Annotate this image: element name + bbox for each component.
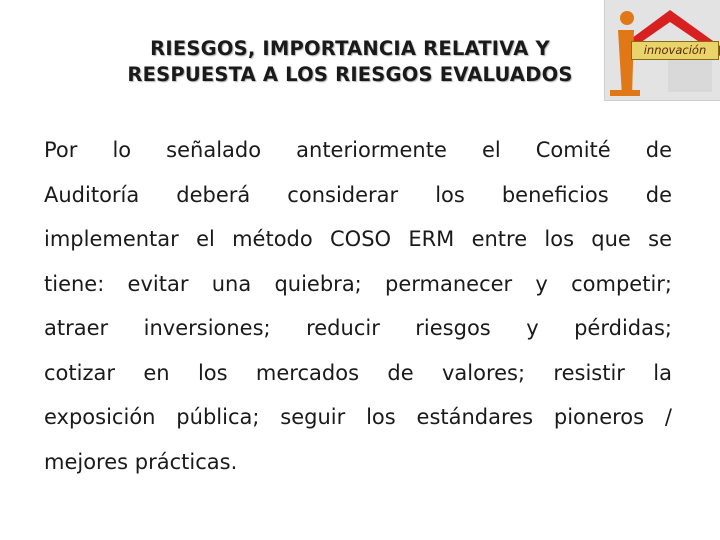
slide-title-line-1: RIESGOS, IMPORTANCIA RELATIVA Y (150, 37, 550, 60)
body-line-6: cotizar en los mercados de valores; resistir la (44, 360, 672, 385)
slide-title (40, 36, 660, 88)
body-line-7: exposición pública; seguir los estándares pioneros / (44, 405, 672, 429)
body-line-4: tiene: evitar una quiebra; permanecer y competir; (44, 271, 672, 296)
body-line-8: mejores prácticas. (44, 449, 238, 474)
body-line-3: implementar el método COSO ERM entre los que se (44, 227, 672, 251)
body-line-2: Auditoría deberá considerar los beneficios de (44, 182, 672, 207)
body-line-5: atraer inversiones; reducir riesgos y pérdidas; (44, 316, 672, 340)
body-line-1: Por lo señalado anteriormente el Comité de (44, 138, 672, 162)
logo-wordmark: innovación (631, 41, 719, 60)
company-logo (604, 0, 720, 100)
body-paragraph (44, 128, 672, 484)
slide-title-line-2: RESPUESTA A LOS RIESGOS EVALUADOS (127, 63, 573, 86)
